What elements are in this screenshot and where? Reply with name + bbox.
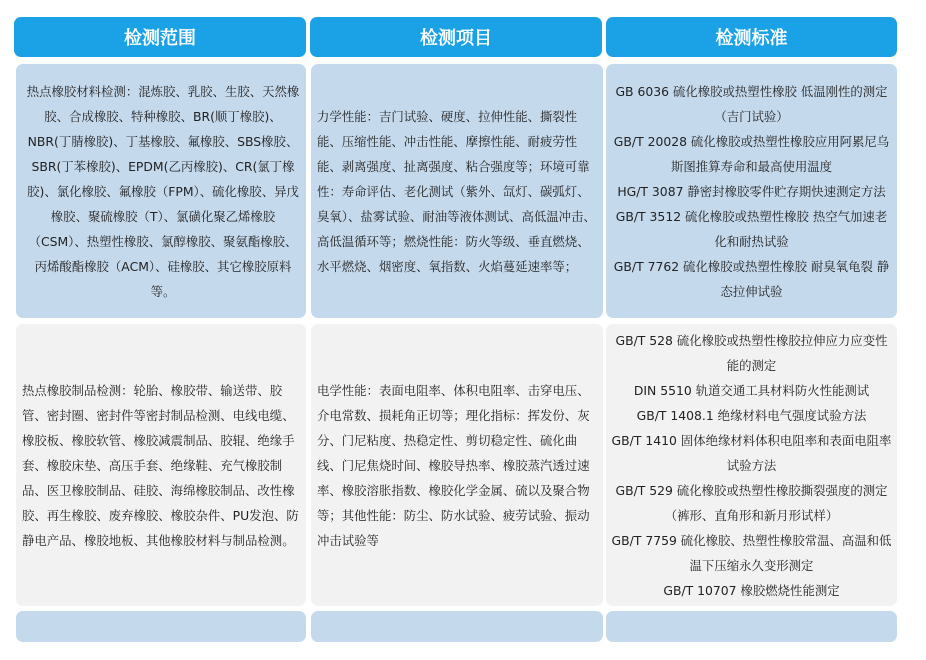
row2-scope-text: 热点橡胶制品检测：轮胎、橡胶带、输送带、胶管、密封圈、密封件等密封制品检测、电线电缆、橡胶板、橡胶软管、橡胶减震制品、胶辊、绝缘手套、橡胶床垫、高压手套、绝缘鞋、充气橡胶制品、医卫橡胶制品、硅胶、海绵橡胶制品、改性橡胶、再生橡胶、废弃橡胶、橡胶杂件、PU发泡、防静电产品、橡胶地板、其他橡胶材料与制品检测。: [22, 382, 299, 548]
row2-standards-list: [610, 328, 893, 603]
row3-scope-cell: [16, 611, 306, 642]
row1-scope-cell: [16, 64, 306, 318]
standard-item: GB/T 528 硫化橡胶或热塑性橡胶拉伸应力应变性能的测定: [615, 332, 888, 373]
standard-item: GB/T 1408.1 绝缘材料电气强度试验方法: [636, 407, 867, 423]
standard-item: GB/T 7762 硫化橡胶或热塑性橡胶 耐臭氧龟裂 静态拉伸试验: [613, 258, 890, 299]
row1-items-cell: [311, 64, 603, 318]
row1-items-text: 力学性能：吉门试验、硬度、拉伸性能、撕裂性能、压缩性能、冲击性能、摩擦性能、耐疲劳性能、剥离强度、扯离强度、粘合强度等；环境可靠性：寿命评估、老化测试（紫外、氙灯、碳弧灯、臭氧）、盐雾试验、耐油等液体测试、高低温冲击、高低温循环等；燃烧性能：防火等级、垂直燃烧、水平燃烧、烟密度、氧指数、火焰蔓延速率等；: [317, 108, 596, 274]
standard-item: GB/T 20028 硫化橡胶或热塑性橡胶应用阿累尼乌斯图推算寿命和最高使用温度: [613, 133, 890, 174]
standard-item: GB/T 529 硫化橡胶或热塑性橡胶撕裂强度的测定（裤形、直角形和新月形试样）: [615, 482, 888, 523]
row3-standards-cell: [606, 611, 897, 642]
row2-items-text: 电学性能：表面电阻率、体积电阻率、击穿电压、介电常数、损耗角正切等；理化指标：挥发份、灰分、门尼粘度、热稳定性、剪切稳定性、硫化曲线、门尼焦烧时间、橡胶导热率、橡胶蒸汽透过速率、橡胶溶胀指数、橡胶化学金属、硫以及聚合物等；其他性能：防尘、防水试验、疲劳试验、振动冲击试验等: [317, 382, 590, 548]
row3-items-cell: [311, 611, 603, 642]
table-header: [14, 17, 897, 57]
standard-item: GB/T 7759 硫化橡胶、热塑性橡胶常温、高温和低温下压缩永久变形测定: [611, 532, 892, 573]
row2-standards-cell: [606, 324, 897, 606]
row2-items-cell: [311, 324, 603, 606]
row2-scope-cell: [16, 324, 306, 606]
row1-scope-text: 热点橡胶材料检测：混炼胶、乳胶、生胶、天然橡胶、合成橡胶、特种橡胶、BR(顺丁橡胶)、NBR(丁腈橡胶)、丁基橡胶、氟橡胶、SBS橡胶、SBR(丁苯橡胶)、EPDM(乙丙橡胶)、CR(氯丁橡胶)、氯化橡胶、氟橡胶（FPM）、硫化橡胶、异戊橡胶、聚硫橡胶（T）、氯磺化聚乙烯橡胶（CSM）、热塑性橡胶、氯醇橡胶、聚氨酯橡胶、丙烯酸酯橡胶（ACM）、硅橡胶、其它橡胶原料等。: [26, 83, 300, 299]
standard-item: HG/T 3087 静密封橡胶零件贮存期快速测定方法: [617, 183, 886, 199]
row1-standards-cell: [606, 64, 897, 318]
standard-item: GB/T 10707 橡胶燃烧性能测定: [663, 582, 840, 598]
standard-item: GB 6036 硫化橡胶或热塑性橡胶 低温刚性的测定（吉门试验）: [615, 83, 888, 124]
standard-item: GB/T 3512 硫化橡胶或热塑性橡胶 热空气加速老化和耐热试验: [615, 208, 888, 249]
header-standards: 检测标准: [606, 17, 897, 57]
standard-item: GB/T 1410 固体绝缘材料体积电阻率和表面电阻率试验方法: [611, 432, 892, 473]
standard-item: DIN 5510 轨道交通工具材料防火性能测试: [633, 382, 870, 398]
header-scope: 检测范围: [14, 17, 306, 57]
header-items: 检测项目: [310, 17, 602, 57]
row1-standards-list: [610, 79, 893, 304]
